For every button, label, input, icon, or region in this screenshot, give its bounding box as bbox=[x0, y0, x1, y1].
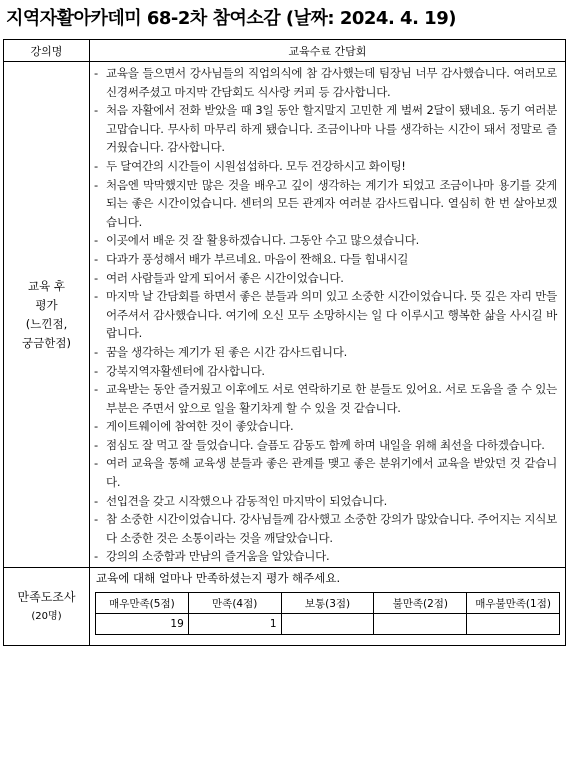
comment-text: 참 소중한 시간이었습니다. 강사님들께 감사했고 소중한 강의가 많았습니다. 주어지는 지식보다 소중한 것은 소통이라는 것을 깨달았습니다. bbox=[106, 512, 557, 545]
bullet-dash: - bbox=[94, 456, 98, 471]
comment-text: 교육을 들으면서 강사님들의 직업의식에 참 감사했는데 팀장님 너무 감사했습니다. 여러모로 신경써주셨고 마지막 간담회도 식사랑 커피 등 감사합니다. bbox=[106, 66, 557, 99]
header-row bbox=[4, 40, 566, 62]
comment-text: 선입견을 갖고 시작했으나 감동적인 마지막이 되었습니다. bbox=[106, 493, 388, 508]
comment-item bbox=[94, 492, 557, 511]
comment-text: 두 달여간의 시간들이 시원섭섭하다. 모두 건강하시고 화이팅! bbox=[106, 158, 406, 173]
bullet-dash: - bbox=[94, 251, 98, 266]
scale-value bbox=[467, 614, 560, 635]
bullet-dash: - bbox=[94, 233, 98, 248]
bullet-dash: - bbox=[94, 512, 98, 527]
comment-text: 교육받는 동안 즐거웠고 이후에도 서로 연락하기로 한 분들도 있어요. 서로 도움을 줄 수 있는 부분은 주면서 앞으로 일을 활기차게 할 수 있을 것 같습니다. bbox=[106, 382, 557, 415]
evaluation-label-line: 평가 bbox=[35, 297, 58, 312]
comment-item bbox=[94, 510, 557, 547]
bullet-dash: - bbox=[94, 103, 98, 118]
comment-item bbox=[94, 157, 557, 176]
evaluation-label-line: (느낀점, bbox=[25, 316, 68, 331]
satisfaction-label: 만족도조사 bbox=[17, 590, 76, 605]
bullet-dash: - bbox=[94, 270, 98, 285]
bullet-dash: - bbox=[94, 289, 98, 304]
comment-text: 꿈을 생각하는 계기가 된 좋은 시간 감사드립니다. bbox=[106, 344, 348, 359]
bullet-dash: - bbox=[94, 158, 98, 173]
bullet-dash: - bbox=[94, 382, 98, 397]
comment-item bbox=[94, 250, 557, 269]
comment-item bbox=[94, 547, 557, 566]
comment-text: 게이트웨이에 참여한 것이 좋았습니다. bbox=[106, 419, 294, 434]
scale-header: 보통(3점) bbox=[281, 593, 374, 614]
survey-table bbox=[3, 39, 566, 646]
scale-value: 19 bbox=[96, 614, 189, 635]
comment-item bbox=[94, 64, 557, 101]
scale-value: 1 bbox=[188, 614, 281, 635]
scale-value bbox=[374, 614, 467, 635]
bullet-dash: - bbox=[94, 363, 98, 378]
bullet-dash: - bbox=[94, 344, 98, 359]
scale-header: 매우만족(5점) bbox=[96, 593, 189, 614]
comment-item bbox=[94, 362, 557, 381]
scale-value bbox=[281, 614, 374, 635]
satisfaction-label-cell bbox=[4, 568, 90, 646]
scale-value-row bbox=[96, 614, 560, 635]
evaluation-label-line: 교육 후 bbox=[28, 278, 65, 293]
comment-text: 여러 교육을 통해 교육생 분들과 좋은 관계를 맺고 좋은 분위기에서 교육을 받았던 것 같습니다. bbox=[106, 456, 557, 490]
lecture-name-header: 강의명 bbox=[4, 40, 90, 62]
bullet-dash: - bbox=[94, 493, 98, 508]
bullet-dash: - bbox=[94, 419, 98, 434]
comment-item bbox=[94, 287, 557, 343]
satisfaction-question: 교육에 대해 얼마나 만족하셨는지 평가 해주세요. bbox=[96, 571, 341, 586]
comment-text: 다과가 풍성해서 배가 부르네요. 마음이 짠해요. 다들 힘내시길 bbox=[106, 251, 409, 266]
comment-text: 강의의 소중함과 만남의 즐거움을 알았습니다. bbox=[106, 549, 330, 564]
comment-item bbox=[94, 101, 557, 157]
comment-item bbox=[94, 454, 557, 491]
comment-text: 점심도 잘 먹고 잘 들었습니다. 슬픔도 감동도 함께 하며 내일을 위해 최선을 다하겠습니다. bbox=[106, 437, 545, 452]
comment-item bbox=[94, 380, 557, 417]
comment-item bbox=[94, 343, 557, 362]
bullet-dash: - bbox=[94, 549, 98, 564]
comment-text: 강북지역자활센터에 감사합니다. bbox=[106, 363, 265, 378]
satisfaction-row bbox=[4, 568, 566, 646]
lecture-name-value: 교육수료 간담회 bbox=[90, 40, 566, 62]
comment-text: 처음 자활에서 전화 받았을 때 3일 동안 할지말지 고민한 게 벌써 2달이 됐네요. 동기 여러분 고맙습니다. 무사히 마무리 하게 됐습니다. 조금이나마 나를 생각하는 시간이 돼서 정말로 즐거웠습니다. 감사합니다. bbox=[106, 103, 557, 155]
comment-text: 처음엔 막막했지만 많은 것을 배우고 깊이 생각하는 계기가 되었고 조금이나마 용기를 갖게 되는 좋은 시간이었습니다. 센터의 모든 관계자 여러분 감사드립니다. 열심히 한 번 살아보겠습니다. bbox=[106, 177, 557, 229]
document-title: 지역자활아카데미 68-2차 참여소감 (날짜: 2024. 4. 19) bbox=[6, 8, 456, 29]
scale-header-row bbox=[96, 593, 560, 614]
evaluation-comments bbox=[90, 62, 566, 568]
comment-text: 마지막 날 간담회를 하면서 좋은 분들과 의미 있고 소중한 시간이었습니다. 뜻 깊은 자리 만들어주셔서 감사했습니다. 여기에 오신 모두 소망하시는 일 다 이루시고 행복한 삶을 사시길 바랍니다. bbox=[106, 289, 557, 341]
comment-item bbox=[94, 176, 557, 232]
comment-item bbox=[94, 231, 557, 250]
comment-text: 이곳에서 배운 것 잘 활용하겠습니다. 그동안 수고 많으셨습니다. bbox=[106, 233, 419, 248]
satisfaction-content bbox=[90, 568, 566, 646]
satisfaction-scale-table bbox=[95, 592, 560, 635]
evaluation-label bbox=[4, 62, 90, 568]
comment-text: 여러 사람들과 알게 되어서 좋은 시간이었습니다. bbox=[106, 270, 344, 285]
bullet-dash: - bbox=[94, 177, 98, 192]
respondent-count: (20명) bbox=[31, 611, 62, 623]
comment-item bbox=[94, 436, 557, 455]
evaluation-label-line: 궁금한점) bbox=[22, 335, 71, 350]
evaluation-row bbox=[4, 62, 566, 568]
scale-header: 만족(4점) bbox=[188, 593, 281, 614]
comment-item bbox=[94, 417, 557, 436]
scale-header: 매우불만족(1점) bbox=[467, 593, 560, 614]
bullet-dash: - bbox=[94, 66, 98, 80]
bullet-dash: - bbox=[94, 437, 98, 452]
scale-header: 불만족(2점) bbox=[374, 593, 467, 614]
comment-item bbox=[94, 269, 557, 288]
